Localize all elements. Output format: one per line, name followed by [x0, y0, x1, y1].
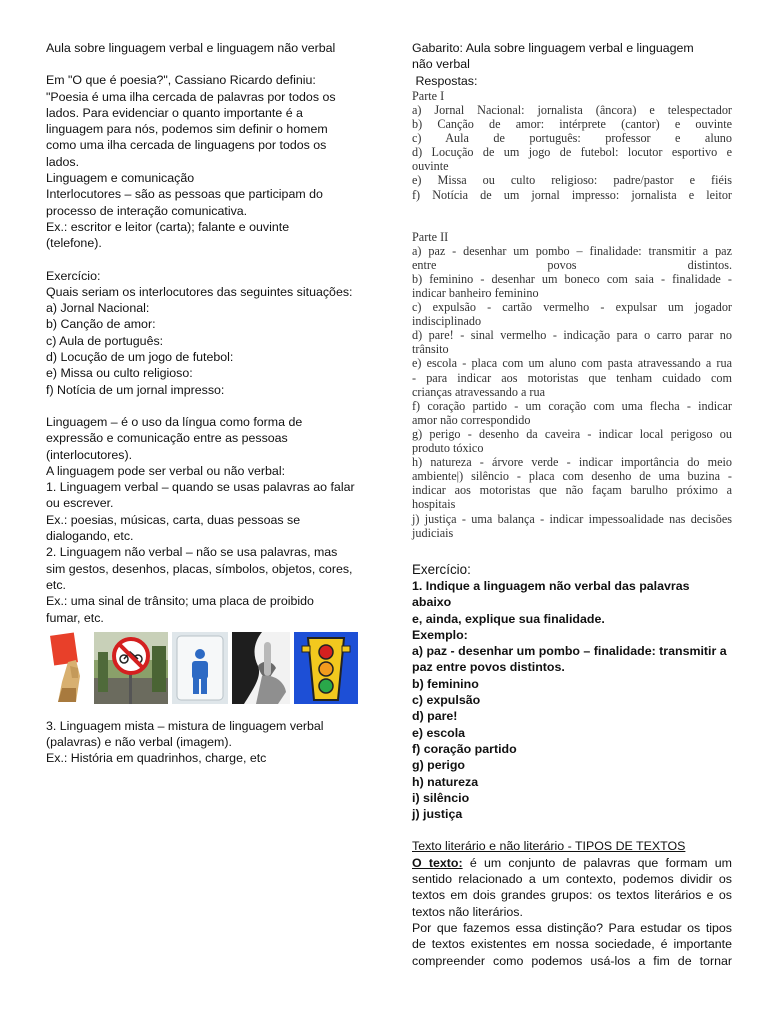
answer-line: j) justiça - uma balança - indicar impessoalidade nas decisões [412, 511, 732, 526]
answer-line: indicar banheiro feminino [412, 286, 539, 301]
answer-line: indicar aos motoristas que não façam barulho próximo a [412, 483, 732, 498]
exercise-item: g) perigo [412, 758, 465, 773]
intro-line: (telefone). [46, 236, 102, 251]
red-card-referee-icon [46, 632, 90, 704]
answer-line: produto tóxico [412, 441, 484, 456]
answer-line: d) Locução de um jogo de futebol: locutor esportivo e [412, 145, 732, 160]
answer-line: - para indicar aos motoristas que tenham cuidado com [412, 370, 732, 385]
language-line: sim gestos, desenhos, placas, símbolos, objetos, cores, [46, 561, 353, 576]
exercise-item: d) Locução de um jogo de futebol: [46, 350, 234, 365]
answer-line: a) Jornal Nacional: jornalista (âncora) e telespectador [412, 102, 732, 117]
texts-line: textos não literários. [412, 904, 523, 919]
mixed-language-block [46, 718, 362, 767]
exercise-item: i) silêncio [412, 790, 470, 805]
exercise-line: Exemplo: [412, 627, 468, 642]
language-line: etc. [46, 577, 66, 592]
intro-line: lados. Para evidenciar o quanto importante é a [46, 105, 303, 120]
language-line: expressão e comunicação entre as pessoas [46, 431, 288, 446]
exercise-item: c) Aula de português: [46, 333, 164, 348]
exercise-item: e) escola [412, 725, 466, 740]
mixed-line: Ex.: História em quadrinhos, charge, etc [46, 751, 267, 766]
answers-part-2 [412, 230, 732, 540]
exercise-item: c) expulsão [412, 693, 481, 708]
exercise-item: d) pare! [412, 709, 458, 724]
language-line: dialogando, etc. [46, 529, 134, 544]
exercise-item: h) natureza [412, 774, 479, 789]
exercise-item: b) Canção de amor: [46, 317, 156, 332]
texts-line: de textos existentes em nossa sociedade, é importante [412, 937, 732, 952]
answer-line: b) Canção de amor: intérprete (cantor) e ouvinte [412, 117, 732, 132]
language-line: 1. Linguagem verbal – quando se usas palavras ao falar [46, 480, 355, 495]
answer-line: ambiente|) silêncio - placa com desenho de uma buzina - [412, 469, 732, 484]
answers-label: Respostas: [412, 73, 478, 88]
answer-key-title-line: Gabarito: Aula sobre linguagem verbal e linguagem [412, 41, 694, 55]
intro-line: processo de interação comunicativa. [46, 203, 248, 218]
intro-line: Em "O que é poesia?", Cassiano Ricardo definiu: [46, 73, 316, 88]
left-column [46, 40, 362, 767]
answer-line: h) natureza - árvore verde - indicar importância do meio [412, 455, 732, 470]
answer-line: trânsito [412, 342, 449, 357]
answer-line: f) Notícia de um jornal impresso: jornalista e leitor [412, 187, 732, 202]
texts-line: textos em dois grandes grupos: os textos literários e os [412, 888, 732, 903]
answer-line: indisciplinado [412, 314, 482, 329]
exercise-question: Quais seriam os interlocutores das seguintes situações: [46, 284, 353, 299]
exercise-heading: Exercício: [46, 268, 101, 283]
exercise-item: b) feminino [412, 676, 479, 691]
no-bicycles-sign-icon [94, 632, 168, 704]
texts-label: O texto: [412, 855, 463, 870]
exercise-item: f) Notícia de um jornal impresso: [46, 382, 225, 397]
texts-section [412, 838, 732, 968]
language-line: A linguagem pode ser verbal ou não verbal: [46, 463, 286, 478]
exercise-line: 1. Indique a linguagem não verbal das palavras abaixo [412, 579, 690, 610]
language-line: Linguagem – é o uso da língua como forma de [46, 414, 303, 429]
exercise-heading: Exercício: [412, 561, 471, 577]
language-line: Ex.: poesias, músicas, carta, duas pessoas se [46, 512, 301, 527]
language-line: (interlocutores). [46, 447, 133, 462]
answer-line: judiciais [412, 525, 454, 540]
language-line: fumar, etc. [46, 610, 104, 625]
exercise-item: a) Jornal Nacional: [46, 301, 150, 316]
answer-line: e) escola - placa com um aluno com pasta atravessando a rua [412, 356, 732, 371]
texts-line: sentido relacionado a um contexto, podemos dividir os [412, 872, 732, 887]
right-column [412, 40, 732, 969]
exercise-block [46, 268, 362, 398]
intro-line: lados. [46, 154, 80, 169]
answer-key-title [412, 40, 732, 89]
part-2-heading: Parte II [412, 229, 449, 244]
answer-line: c) Aula de português: professor e aluno [412, 131, 732, 146]
part-1-heading: Parte I [412, 88, 445, 103]
intro-line: como uma ilha cercada de linguagens por todos os [46, 138, 327, 153]
language-line: Ex.: uma sinal de trânsito; uma placa de proibido [46, 594, 314, 609]
intro-line: Interlocutores – são as pessoas que participam do [46, 187, 323, 202]
answer-line: a) paz - desenhar um pombo – finalidade: transmitir a paz [412, 243, 732, 258]
answer-line: entre povos distintos. [412, 257, 732, 272]
answer-key-title-line: não verbal [412, 57, 470, 72]
answer-line: ouvinte [412, 159, 449, 174]
nonverbal-images-strip [46, 632, 362, 704]
section-heading: Linguagem e comunicação [46, 171, 195, 186]
answer-line: d) pare! - sinal vermelho - indicação para o carro parar no [412, 328, 732, 343]
restroom-man-sign-icon [172, 632, 228, 704]
exercise-line: paz entre povos distintos. [412, 660, 565, 675]
exercise-line: a) paz - desenhar um pombo – finalidade: transmitir a [412, 644, 727, 659]
texts-heading: Texto literário e não literário - TIPOS DE TEXTOS [412, 839, 686, 854]
language-line: 2. Linguagem não verbal – não se usa palavras, mas [46, 545, 338, 560]
exercise-item: f) coração partido [412, 741, 517, 756]
answer-line: f) coração partido - um coração com uma flecha - indicar [412, 398, 732, 413]
exercise-item: e) Missa ou culto religioso: [46, 366, 193, 381]
texts-line: compreender como podemos usá-los a fim de tornar [412, 953, 732, 968]
answer-line: b) feminino - desenhar um boneco com saia - finalidade - [412, 271, 732, 286]
texts-line: Por que fazemos essa distinção? Para estudar os tipos [412, 920, 732, 935]
answer-line: g) perigo - desenho da caveira - indicar local perigoso ou [412, 426, 732, 441]
traffic-light-icon [294, 632, 358, 704]
exercise-item: j) justiça [412, 807, 463, 822]
answers-part-1 [412, 89, 732, 202]
mixed-line: 3. Linguagem mista – mistura de linguagem verbal [46, 718, 324, 733]
language-line: ou escrever. [46, 496, 114, 511]
answer-line: e) Missa ou culto religioso: padre/pastor e fiéis [412, 173, 732, 188]
mixed-line: (palavras) e não verbal (imagem). [46, 735, 232, 750]
answer-line: hospitais [412, 497, 456, 512]
silence-gesture-icon [232, 632, 290, 704]
answer-line: c) expulsão - cartão vermelho - expulsar um jogador [412, 300, 732, 315]
texts-line-text: é um conjunto de palavras que formam um [462, 855, 732, 870]
lesson-title: Aula sobre linguagem verbal e linguagem não verbal [46, 41, 336, 55]
language-block [46, 414, 362, 626]
answer-line: amor não correspondido [412, 412, 531, 427]
exercise-line: e, ainda, explique sua finalidade. [412, 611, 605, 626]
intro-block [46, 72, 362, 251]
intro-line: Ex.: escritor e leitor (carta); falante e ouvinte [46, 219, 290, 234]
intro-line: linguagem para nós, podemos sim definir o homem [46, 122, 328, 137]
texts-line [412, 855, 732, 871]
exercise-block-right [412, 562, 732, 823]
answer-line: crianças atravessando a rua [412, 384, 545, 399]
intro-line: "Poesia é uma ilha cercada de palavras por todos os [46, 89, 336, 104]
